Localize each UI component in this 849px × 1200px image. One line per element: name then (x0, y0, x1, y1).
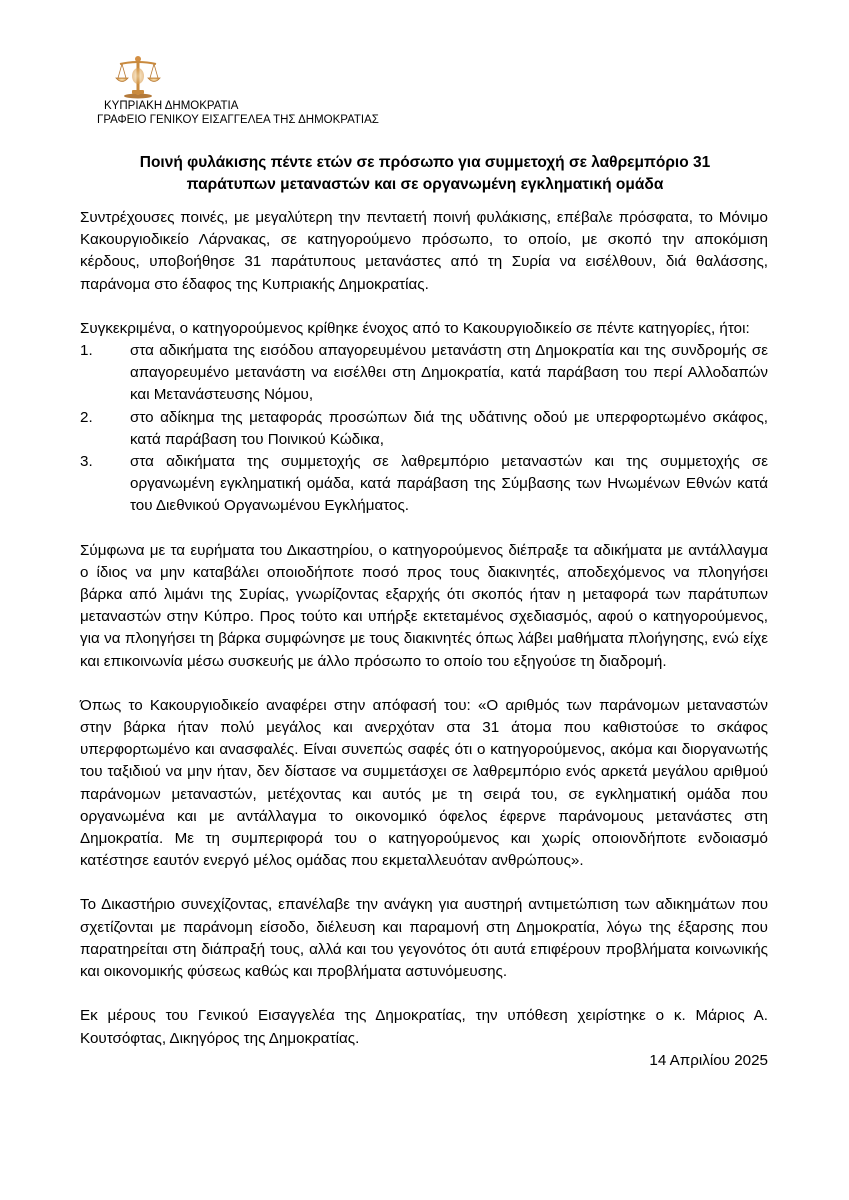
scales-of-justice-icon (114, 52, 162, 100)
charge-text: στα αδικήματα της συμμετοχής σε λαθρεμπόριο μεταναστών και της συμμετοχής σε οργανωμένη εγκληματική ομάδα, κατά παράβαση της Σύμβασης των Ηνωμένων Εθνών κατά του Διεθνικού Οργανωμένου Εγκλήματος. (130, 453, 768, 515)
charge-number: 3. (80, 453, 93, 471)
charge-item (80, 340, 768, 407)
title-line-1: Ποινή φυλάκισης πέντε ετών σε πρόσωπο για συμμετοχή σε λαθρεμπόριο 31 (139, 154, 711, 171)
paragraph-findings: Σύμφωνα με τα ευρήματα του Δικαστηρίου, ο κατηγορούμενος διέπραξε τα αδικήματα με αντάλλαγμα ο ίδιος να μην καταβάλει οποιοδήποτε ποσό προς τους διακινητές, αποδεχόμενος να πλοηγήσει βάρκα από λιμάνι της Συρίας, γνωρίζοντας εξαρχής ότι σκοπός ήταν η μεταφορά των παράτυπων μεταναστών στην Κύπρο. Προς τούτο και υπήρξε εκτεταμένος σχεδιασμός, αφού ο κατηγορούμενος, για να πλοηγήσει τη βάρκα συμφώνησε με τους διακινητές όπως λάβει μαθήματα πλοήγησης, ενώ είχε και επικοινωνία μέσω συσκευής με άλλο πρόσωπο το οποίο του εξηγούσε τη διαδρομή. (80, 541, 768, 670)
charge-number: 1. (80, 342, 93, 360)
paragraph-sentence: Συντρέχουσες ποινές, με μεγαλύτερη την πενταετή ποινή φυλάκισης, επέβαλε πρόσφατα, το Μόνιμο Κακουργιοδικείο Λάρνακας, σε κατηγορούμενο πρόσωπο, το οποίο, με σκοπό την αποκόμιση κέρδους, υποβοήθησε 31 παράτυπους μετανάστες από τη Συρία να εισέλθουν, διά θαλάσσης, παράνομα στο έδαφος της Κυπριακής Δημοκρατίας. (80, 209, 768, 293)
title-line-2: παράτυπων μεταναστών και σε οργανωμένη εγκληματική ομάδα (186, 176, 664, 193)
document-date: 14 Απριλίου 2025 (649, 1051, 768, 1069)
charge-text: στο αδίκημα της μεταφοράς προσώπων διά της υδάτινης οδού με υπερφορτωμένο σκάφος, κατά παράβαση του Ποινικού Κώδικα, (130, 408, 768, 448)
charge-item (80, 451, 768, 518)
charge-text: στα αδικήματα της εισόδου απαγορευμένου μετανάστη στη Δημοκρατία και της συνδρομής σε απαγορευμένο μετανάστη να εισέλθει στη Δημοκρατία, κατά παράβαση του περί Αλλοδαπών και Μετανάστευσης Νόμου, (130, 342, 768, 404)
charges-section (80, 318, 768, 518)
paragraph-charges-intro: Συγκεκριμένα, ο κατηγορούμενος κρίθηκε ένοχος από το Κακουργιοδικείο σε πέντε κατηγορίες, ήτοι: (80, 319, 750, 337)
document-title (80, 152, 770, 196)
org-line-attorney-general: ΓΡΑΦΕΙΟ ΓΕΝΙΚΟΥ ΕΙΣΑΓΓΕΛΕΑ ΤΗΣ ΔΗΜΟΚΡΑΤΙΑΣ (97, 114, 379, 126)
document-body (80, 207, 768, 1094)
org-line-republic: ΚΥΠΡΙΑΚΗ ΔΗΜΟΚΡΑΤΙΑ (104, 100, 239, 112)
paragraph-prosecutor: Εκ μέρους του Γενικού Εισαγγελέα της Δημοκρατίας, την υπόθεση χειρίστηκε ο κ. Μάριος Α. Κουτσόφτας, Δικηγόρος της Δημοκρατίας. (80, 1007, 768, 1047)
paragraph-court-quote: Όπως το Κακουργιοδικείο αναφέρει στην απόφασή του: «Ο αριθμός των παράνομων μεταναστών στην βάρκα ήταν πολύ μεγάλος και ανερχόταν στα 31 άτομα που καθιστούσε το σκάφος υπερφορτωμένο και ανασφαλές. Είναι συνεπώς σαφές ότι ο κατηγορούμενος, ακόμα και διοργανωτής του ταξιδιού να μην ήταν, δεν δίστασε να συμμετάσχει σε λαθρεμπόριο ενός αρκετά μεγάλου αριθμού παράνομων μεταναστών, μετέχοντας και αυτός με τη σειρά του, σε εγκληματική ομάδα που οργανωμένα και με αντάλλαγμα το οικονομικό όφελος έφερνε παράνομους μετανάστες στη Δημοκρατία. Με τη συμπεριφορά του ο κατηγορούμενος και χωρίς οποιονδήποτε ενδοιασμό κατέστησε εαυτόν ενεργό μέλος ομάδας που εκμεταλλευόταν ανθρώπους». (80, 696, 768, 870)
charge-item (80, 407, 768, 451)
organization-header (97, 99, 379, 127)
paragraph-court-reasoning: Το Δικαστήριο συνεχίζοντας, επανέλαβε την ανάγκη για αυστηρή αντιμετώπιση των αδικημάτων που σχετίζονται με παράνομη είσοδο, διέλευση και παραμονή στη Δημοκρατία, λόγω της έξαρσης που παρατηρείται στη διάπραξή τους, αλλά και του γεγονότος ότι αυτά επιφέρουν προβλήματα κοινωνικής και οικονομικής φύσεως καθώς και προβλήματα αστυνόμευσης. (80, 896, 768, 981)
charge-number: 2. (80, 408, 93, 426)
